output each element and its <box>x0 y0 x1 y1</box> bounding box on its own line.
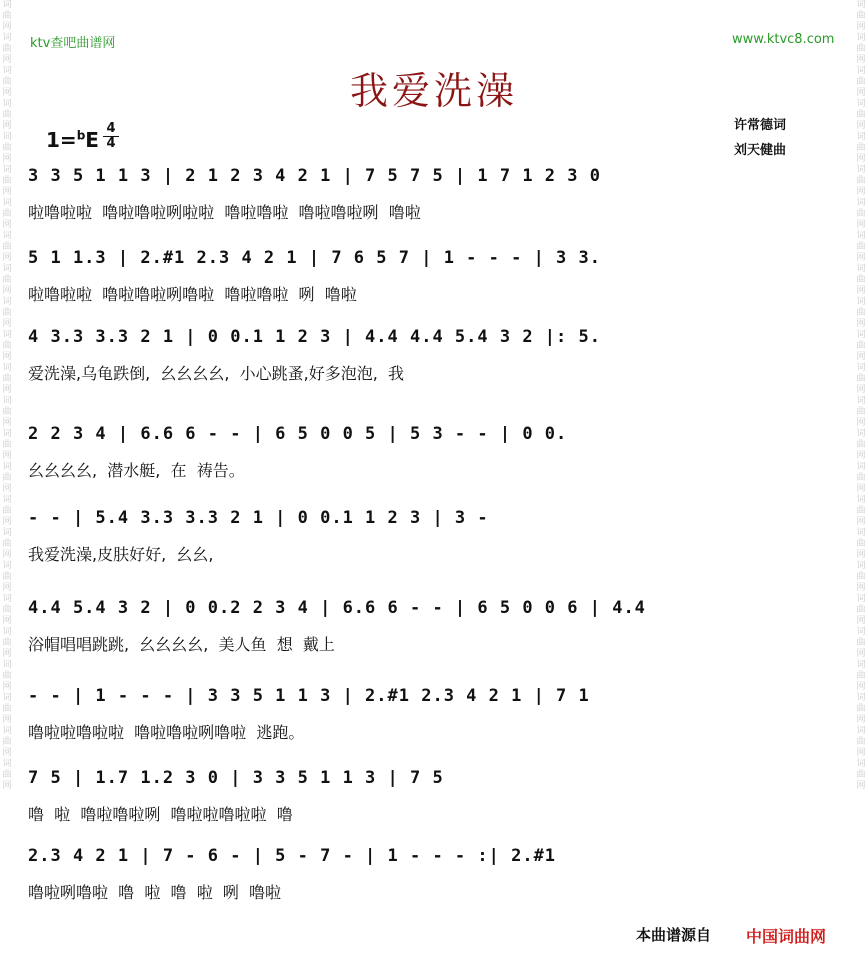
score-row <box>28 686 846 746</box>
score-row <box>28 424 846 484</box>
notation-line: 4.4 5.4 3 2 | 0 0.2 2 3 4 | 6.6 6 - - | 6 5 0 0 6 | 4.4 <box>28 598 646 618</box>
notation-line: 4 3.3 3.3 2 1 | 0 0.1 1 2 3 | 4.4 4.4 5.4 3 2 |: 5. <box>28 327 601 347</box>
side-watermark-left: 词曲网词曲网词曲网词曲网词曲网词曲网词曲网词曲网词曲网词曲网词曲网词曲网词曲网词曲网词曲网词曲网词曲网词曲网词曲网词曲网词曲网词曲网词曲网词曲网 <box>2 0 12 791</box>
header-left-site[interactable]: ktv查吧曲谱网 <box>30 36 116 51</box>
lyric-line: 噜啦啦噜啦啦 噜啦噜啦咧噜啦 逃跑。 <box>28 723 305 742</box>
score-row <box>28 166 846 226</box>
lyric-line: 我爱洗澡,皮肤好好, 幺幺, <box>28 545 214 564</box>
notation-line: 2 2 3 4 | 6.6 6 - - | 6 5 0 0 5 | 5 3 - - | 0 0. <box>28 424 568 444</box>
notation-line: 3 3 5 1 1 3 | 2 1 2 3 4 2 1 | 7 5 7 5 | 1 7 1 2 3 0 <box>28 166 601 186</box>
source-site-link[interactable]: 中国词曲网 <box>746 927 827 946</box>
source-label: 本曲谱源自 <box>636 926 712 944</box>
notation-line: 2.3 4 2 1 | 7 - 6 - | 5 - 7 - | 1 - - - :| 2.#1 <box>28 846 557 866</box>
notation-line: 7 5 | 1.7 1.2 3 0 | 3 3 5 1 1 3 | 7 5 <box>28 768 444 788</box>
key-signature: 1=$^b$E <box>46 128 99 152</box>
score-row <box>28 508 846 568</box>
side-watermark-right: 词曲网词曲网词曲网词曲网词曲网词曲网词曲网词曲网词曲网词曲网词曲网词曲网词曲网词曲网词曲网词曲网词曲网词曲网词曲网词曲网词曲网词曲网词曲网词曲网 <box>856 0 866 791</box>
notation-line: 5 1 1.3 | 2.#1 2.3 4 2 1 | 7 6 5 7 | 1 - - - | 3 3. <box>28 248 601 268</box>
lyric-line: 噜 啦 噜啦噜啦咧 噜啦啦噜啦啦 噜 <box>28 805 293 824</box>
composer-credit: 刘天健曲 <box>734 143 787 158</box>
lyric-line: 浴帽唱唱跳跳, 幺幺幺幺, 美人鱼 想 戴上 <box>28 635 335 654</box>
header-right-url[interactable]: www.ktvc8.com <box>732 32 835 47</box>
score-row <box>28 248 846 308</box>
score-row <box>28 327 846 387</box>
song-title: 我爱洗澡 <box>349 69 518 113</box>
score-row <box>28 768 846 828</box>
time-signature: 4 4 <box>103 122 119 151</box>
lyric-line: 幺幺幺幺, 潜水艇, 在 祷告。 <box>28 461 245 480</box>
score-row <box>28 598 846 658</box>
lyricist-credit: 许常德词 <box>734 118 787 133</box>
notation-line: - - | 5.4 3.3 3.3 2 1 | 0 0.1 1 2 3 | 3 - <box>28 508 489 528</box>
lyric-line: 噜啦咧噜啦 噜 啦 噜 啦 咧 噜啦 <box>28 883 282 902</box>
lyric-line: 啦噜啦啦 噜啦噜啦咧噜啦 噜啦噜啦 咧 噜啦 <box>28 285 357 304</box>
notation-line: - - | 1 - - - | 3 3 5 1 1 3 | 2.#1 2.3 4 2 1 | 7 1 <box>28 686 590 706</box>
score-row <box>28 846 846 906</box>
lyric-line: 啦噜啦啦 噜啦噜啦咧啦啦 噜啦噜啦 噜啦噜啦咧 噜啦 <box>28 203 421 222</box>
lyric-line: 爱洗澡,乌龟跌倒, 幺幺幺幺, 小心跳蚤,好多泡泡, 我 <box>28 364 404 383</box>
